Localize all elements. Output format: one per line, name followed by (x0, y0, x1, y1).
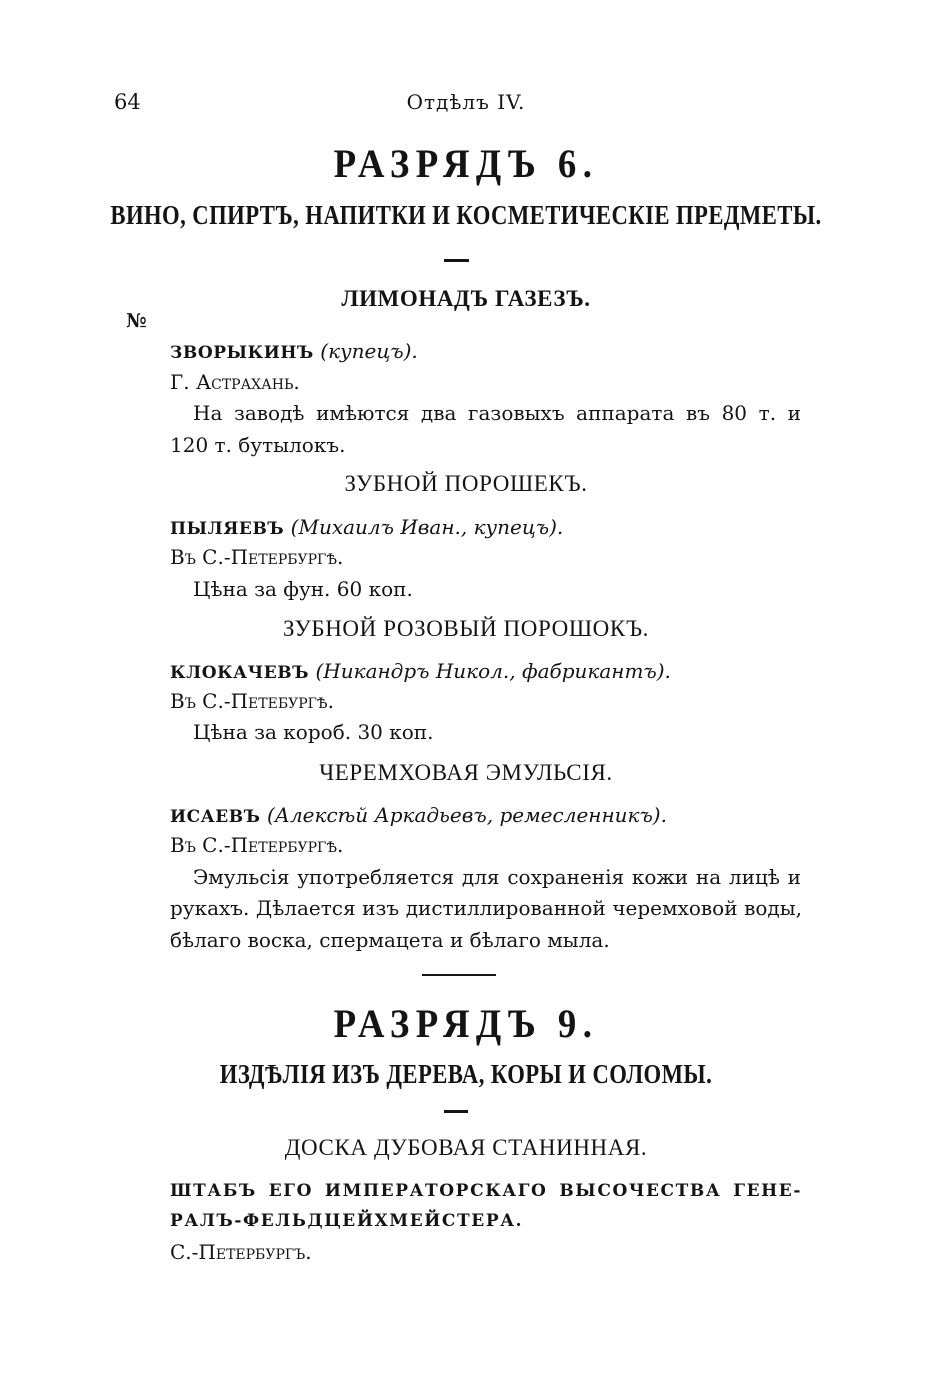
page-number: 64 (114, 90, 141, 114)
product-heading-bird-cherry-emulsion: ЧЕРЕМХОВАЯ ЭМУЛЬСІЯ. (319, 760, 613, 785)
exhibitor-name: ЗВОРЫКИНЪ (170, 343, 314, 363)
organization-line: ШТАБЪ ЕГО ИМПЕРАТОРСКАГО ВЫСОЧЕСТВА ГЕНЕ- (170, 1181, 802, 1201)
section-divider (422, 974, 496, 976)
exhibitor-status: (купецъ). (320, 339, 418, 363)
numero-sign: № (126, 310, 147, 332)
running-head: Отдѣлъ IV. (406, 90, 526, 114)
entry-note-line: рукахъ. Дѣлается изъ дистиллированной черемховой воды, (170, 896, 802, 920)
exhibitor-status: (Никандръ Никол., фабрикантъ). (315, 659, 671, 683)
exhibitor-location: Въ С.-Петебургѣ. (170, 689, 334, 713)
section-9-title: РАЗРЯДЪ 9. (333, 1001, 599, 1046)
product-heading-lemonade: ЛИМОНАДЪ ГАЗЕЗЪ. (341, 286, 591, 311)
exhibitor-line (170, 803, 667, 827)
product-heading-tooth-powder: ЗУБНОЙ ПОРОШЕКЪ. (344, 471, 588, 496)
exhibitor-line (170, 515, 563, 539)
exhibitor-location: Въ С.-Петербургѣ. (170, 545, 344, 569)
section-9-subtitle: ИЗДѢЛІЯ ИЗЪ ДЕРЕВА, КОРЫ И СОЛОМЫ. (219, 1059, 713, 1089)
section-6-dash (444, 259, 469, 262)
entry-price: Цѣна за фун. 60 коп. (193, 577, 413, 601)
section-6-subtitle: ВИНО, СПИРТЪ, НАПИТКИ И КОСМЕТИЧЕСКІЕ ПРЕДМЕТЫ. (110, 200, 822, 230)
exhibitor-status: (Михаилъ Иван., купецъ). (290, 515, 564, 539)
exhibitor-name: КЛОКАЧЕВЪ (170, 663, 310, 683)
entry-price: Цѣна за короб. 30 коп. (193, 720, 434, 744)
exhibitor-status: (Алексѣй Аркадьевъ, ремесленникъ). (267, 803, 667, 827)
product-heading-oak-board: ДОСКА ДУБОВАЯ СТАНИННАЯ. (284, 1135, 648, 1160)
section-9-dash (444, 1110, 468, 1113)
entry-note-line: 120 т. бутылокъ. (170, 433, 346, 457)
exhibitor-name: ПЫЛЯЕВЪ (170, 519, 285, 539)
exhibitor-line (170, 339, 418, 363)
exhibitor-location: С.-Петербургъ. (170, 1240, 312, 1264)
exhibitor-location: Г. Астрахань. (170, 370, 300, 394)
exhibitor-location: Въ С.-Петербургѣ. (170, 833, 344, 857)
organization-line: РАЛЪ-ФЕЛЬДЦЕЙХМЕЙСТЕРА. (170, 1211, 524, 1231)
exhibitor-name: ИСАЕВЪ (170, 807, 261, 827)
entry-note-line: Эмульсія употребляется для сохраненія кожи на лицѣ и (193, 865, 801, 889)
product-heading-rose-tooth-powder: ЗУБНОЙ РОЗОВЫЙ ПОРОШОКЪ. (282, 616, 650, 641)
exhibitor-line (170, 659, 671, 683)
section-6-title: РАЗРЯДЪ 6. (333, 141, 599, 186)
entry-note-line: бѣлаго воска, спермацета и бѣлаго мыла. (170, 928, 610, 952)
entry-note-line: На заводѣ имѣются два газовыхъ аппарата въ 80 т. и (193, 401, 801, 425)
